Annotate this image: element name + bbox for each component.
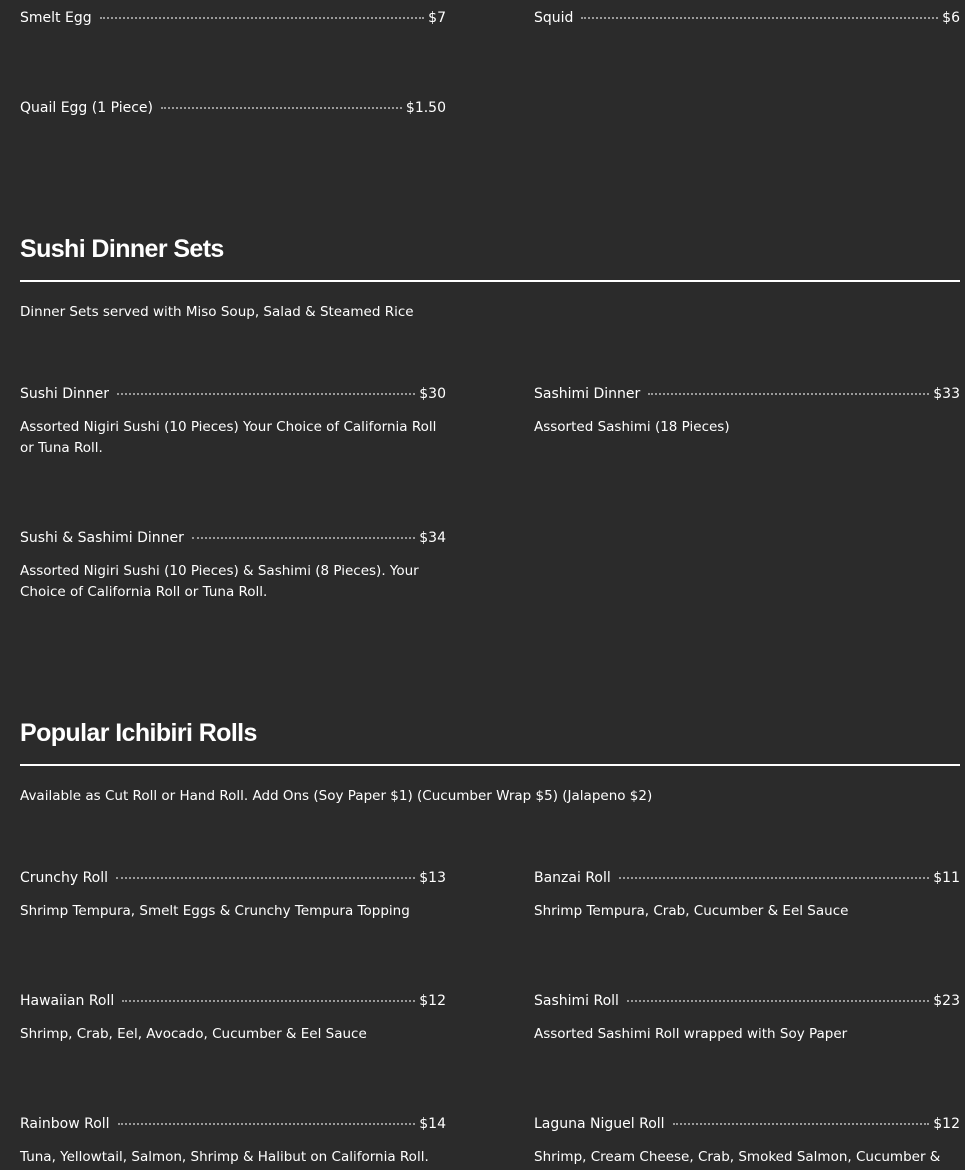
item-description: Assorted Nigiri Sushi (10 Pieces) & Sashimi (8 Pieces). Your Choice of California Roll or Tuna Roll. — [20, 563, 419, 600]
item-name: Smelt Egg — [20, 10, 92, 26]
item-description: Shrimp Tempura, Crab, Cucumber & Eel Sauce — [534, 903, 849, 919]
item-name: Squid — [534, 10, 574, 26]
menu-item-sushi-dinner — [20, 384, 446, 456]
dot-leader — [122, 999, 415, 1002]
item-price: $13 — [419, 870, 446, 886]
item-price: $7 — [428, 10, 446, 26]
item-price: $1.50 — [405, 100, 446, 116]
dot-leader — [581, 16, 938, 19]
item-name: Banzai Roll — [534, 870, 611, 886]
section-note: Dinner Sets served with Miso Soup, Salad & Steamed Rice — [20, 304, 414, 320]
item-name: Crunchy Roll — [20, 870, 109, 886]
item-price: $6 — [942, 10, 960, 26]
item-description: Assorted Nigiri Sushi (10 Pieces) Your Choice of California Roll or Tuna Roll. — [20, 419, 437, 456]
item-name: Sushi Dinner — [20, 386, 110, 402]
section-title-popular-rolls: Popular Ichibiri Rolls — [20, 719, 257, 747]
item-description: Tuna, Yellowtail, Salmon, Shrimp & Halibut on California Roll. — [20, 1149, 429, 1165]
section-title-sushi-dinner-sets: Sushi Dinner Sets — [20, 235, 224, 263]
dot-leader — [116, 876, 415, 879]
dot-leader — [192, 536, 415, 539]
item-name: Sashimi Roll — [534, 993, 619, 1009]
item-price: $23 — [933, 993, 960, 1009]
menu-item-sushi-sashimi-dinner — [20, 528, 446, 600]
menu-item-crunchy-roll — [20, 868, 446, 919]
menu-item-sashimi-dinner — [534, 384, 960, 435]
item-description: Shrimp, Cream Cheese, Crab, Smoked Salmon, Cucumber & — [534, 1149, 941, 1165]
item-name: Laguna Niguel Roll — [534, 1116, 665, 1132]
item-name: Sushi & Sashimi Dinner — [20, 530, 184, 546]
item-description: Shrimp Tempura, Smelt Eggs & Crunchy Tempura Topping — [20, 903, 410, 919]
item-price: $14 — [419, 1116, 446, 1132]
dot-leader — [161, 106, 402, 109]
dot-leader — [100, 16, 425, 19]
menu-item-sashimi-roll — [534, 991, 960, 1042]
menu-item-rainbow-roll — [20, 1114, 446, 1165]
item-name: Quail Egg (1 Piece) — [20, 100, 153, 116]
item-price: $11 — [933, 870, 960, 886]
item-name: Sashimi Dinner — [534, 386, 641, 402]
menu-item-banzai-roll — [534, 868, 960, 919]
dot-leader — [118, 1122, 416, 1125]
item-price: $30 — [419, 386, 446, 402]
dot-leader — [648, 392, 929, 395]
menu-item-laguna-niguel-roll — [534, 1114, 960, 1165]
section-divider — [20, 280, 960, 282]
section-note: Available as Cut Roll or Hand Roll. Add Ons (Soy Paper $1) (Cucumber Wrap $5) (Jalapeno $2) — [20, 788, 653, 804]
menu-item-quail-egg — [20, 98, 446, 118]
section-divider — [20, 764, 960, 766]
dot-leader — [673, 1122, 930, 1125]
menu-item-hawaiian-roll — [20, 991, 446, 1042]
item-description: Assorted Sashimi Roll wrapped with Soy Paper — [534, 1026, 848, 1042]
item-price: $12 — [933, 1116, 960, 1132]
item-price: $12 — [419, 993, 446, 1009]
item-description: Shrimp, Crab, Eel, Avocado, Cucumber & Eel Sauce — [20, 1026, 367, 1042]
item-price: $33 — [933, 386, 960, 402]
menu-item-smelt-egg — [20, 8, 446, 28]
item-name: Hawaiian Roll — [20, 993, 115, 1009]
dot-leader — [117, 392, 415, 395]
item-price: $34 — [419, 530, 446, 546]
dot-leader — [619, 876, 929, 879]
item-name: Rainbow Roll — [20, 1116, 110, 1132]
menu-item-squid — [534, 8, 960, 28]
item-description: Assorted Sashimi (18 Pieces) — [534, 419, 730, 435]
dot-leader — [627, 999, 929, 1002]
